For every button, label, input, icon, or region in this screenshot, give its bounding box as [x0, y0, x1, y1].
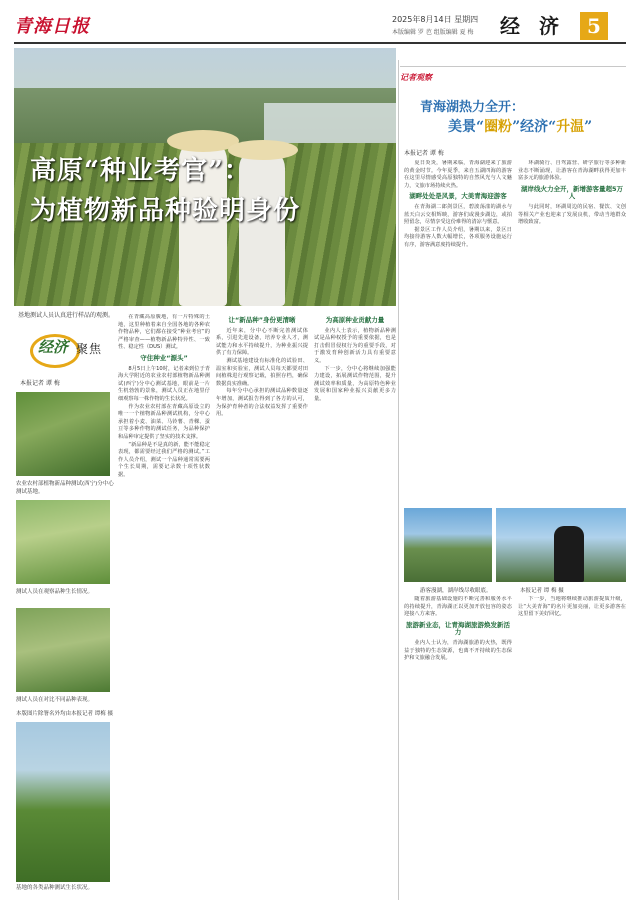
column-logo	[30, 326, 110, 366]
headline-part: ”	[584, 119, 593, 135]
editor-line: 本版编辑 罗 芭 组版编辑 夏 梅	[392, 29, 474, 36]
photo-caption: 测试人员在对比不同品种表现。	[16, 697, 94, 703]
paragraph: 据景区工作人员介绍，暑期以来，景区日均接待游客人数大幅增长，各项服务设施运行有序，游客满意度持续提升。	[404, 226, 512, 248]
photo-caption: 基地的各类品种测试生长状况。	[16, 885, 94, 891]
paragraph: 测试基地建设有标准化的试验田、温室和实验室，测试人员每天都要对田间植株进行观察记载，拍照存档，确保数据真实准确。	[216, 357, 308, 387]
paragraph: 业内人士表示，植物新品种测试是品种权授予的重要依据，也是打击假冒侵权行为的重要手段，对于激发育种创新活力具有重要意义。	[314, 327, 396, 364]
headline-highlight: 升温	[556, 119, 585, 135]
paragraph: 在青海湖二郎剑景区，碧波荡漾的湖水与蓝天白云交相辉映，游客们或漫步湖边，或拍照留念，尽情享受这份难得的清凉与惬意。	[404, 203, 512, 226]
field-photo	[16, 722, 110, 882]
byline: 本报记者 谭 梅	[20, 380, 60, 387]
story-badge: 记者观察	[400, 72, 432, 82]
subhead: 湖岸线火力全开，新增游客量超5万人	[520, 184, 624, 201]
lake-photo	[404, 508, 492, 582]
paragraph: 夏日炎炎，暑期来临，青海湖迎来了旅游的黄金时节。今年夏季，来自五湖四海的游客在这里尽情感受高原独特的自然风光与人文魅力，文旅市场持续火热。	[404, 160, 512, 189]
header-rule	[14, 42, 626, 44]
paragraph: 与此同时，环湖周边的民宿、餐饮、文创等相关产业也迎来了发展良机，带动当地群众增收致富。	[518, 203, 626, 226]
headline-line-2: 为植物新品种验明身份	[30, 196, 301, 226]
article-column	[314, 314, 396, 894]
article-column	[118, 314, 210, 894]
hero-caption: 基地测试人员认真进行样品的观测。	[18, 312, 115, 319]
paragraph: “新品种是不是真的新，能不能稳定表现，都需要经过我们严格的测试。”工作人员介绍，测试一个品种通常需要两个生长周期，需要记录数十项性状数据。	[118, 441, 210, 478]
story-column	[518, 596, 626, 896]
tourist-photo	[496, 508, 626, 582]
paragraph: 8月5日上午10时，记者来到位于青海大学附近的农业农村部植物新品种测试(西宁)分中心测试基地，眼前是一片生机勃勃的景象，测试人员正在地里仔细观察每一株作物的生长状况。	[118, 365, 210, 402]
story-column	[404, 160, 512, 504]
field-photo	[16, 608, 110, 692]
story-byline: 本报记者 谭 梅	[404, 150, 444, 157]
headline-part: 美景“	[448, 119, 485, 135]
story-headline-line-1: 青海湖热力全开：	[420, 100, 525, 115]
subhead: 为高原种业贡献力量	[325, 316, 385, 324]
tourist-figure	[554, 526, 584, 582]
headline-highlight: 圈粉	[484, 119, 513, 135]
article-column	[216, 314, 308, 894]
masthead-logo: 青海日报	[14, 16, 90, 37]
story-rule	[400, 66, 626, 67]
paragraph: 下一步，当地将继续推动旅游提质升级，让“大美青海”的名片更加亮丽，让更多游客在这里留下美好回忆。	[518, 596, 626, 618]
story-column	[404, 596, 512, 896]
photo-caption: 游客漫湖，湖岸线尽收眼底。	[420, 588, 492, 594]
subhead: 守住种业“源头”	[140, 353, 188, 362]
section-title: 经 济	[500, 14, 565, 38]
photo-credit: 本报记者 谭 梅 摄	[520, 588, 564, 594]
headline-line-1: 高原“种业考官”：	[30, 156, 251, 186]
photo-credit: 本版图片除署名外均由本报记者 谭梅 摄	[16, 711, 113, 717]
subhead: 湖畔处处是风景，大美青海迎游客	[409, 192, 507, 201]
logo-sub: 聚焦	[76, 342, 103, 356]
field-photo	[16, 392, 110, 476]
issue-date: 2025年8月14日 星期四	[392, 15, 479, 24]
paragraph: 随着旅游基础设施的不断完善和服务水平的持续提升，青海湖正以更加开放包容的姿态迎接八方来客。	[404, 596, 512, 618]
subhead: 旅游新业态，让青海湖旅游焕发新活力	[406, 620, 510, 637]
paragraph: 近年来，分中心不断完善测试体系，引进先进设备，培养专业人才，测试能力和水平持续提升，为种业振兴提供了有力保障。	[216, 327, 308, 357]
paragraph: 下一步，分中心将继续加强能力建设，拓展测试作物范围，提升测试效率和质量，为高原特色种业发展和国家种业振兴贡献更多力量。	[314, 365, 396, 402]
paragraph: 作为农业农村部在青藏高原设立的唯一一个植物新品种测试机构，分中心承担着小麦、油菜、马铃薯、青稞、蚕豆等多种作物的测试任务，为品种保护和品种审定提供了坚实的技术支撑。	[118, 403, 210, 440]
column-divider	[398, 60, 399, 900]
photo-caption: 农业农村部植物新品种测试(西宁)分中心测试基地。	[16, 481, 114, 495]
headline-part: ”经济“	[512, 119, 557, 135]
paragraph: 业内人士认为，青海湖旅游的火热，既得益于独特的生态资源，也离不开持续的生态保护和文旅融合发展。	[404, 639, 512, 662]
photo-caption: 测试人员在观察品种生长情况。	[16, 589, 94, 595]
paragraph: 在青藏高原腹地，有一片特殊的土地，这里种植着来自全国各地的各种农作物品种，它们都在接受“种业考官”的严格审查——植物新品种特异性、一致性、稳定性（DUS）测试。	[118, 314, 210, 351]
paragraph: 环湖骑行、自驾露营、研学旅行等多种新业态不断涌现，让游客在青海湖畔获得更加丰富多元的旅游体验。	[518, 160, 626, 182]
logo-word: 经济	[38, 338, 69, 356]
page-number: 5	[580, 12, 608, 40]
story-column	[518, 160, 626, 504]
paragraph: 每年分中心承担的测试品种数量逐年增加，测试报告得到了各方的认可，为保护育种者的合法权益发挥了重要作用。	[216, 388, 308, 418]
subhead: 让“新品种”身份更清晰	[228, 316, 296, 324]
story-headline-line-2	[448, 116, 592, 136]
field-photo	[16, 500, 110, 584]
